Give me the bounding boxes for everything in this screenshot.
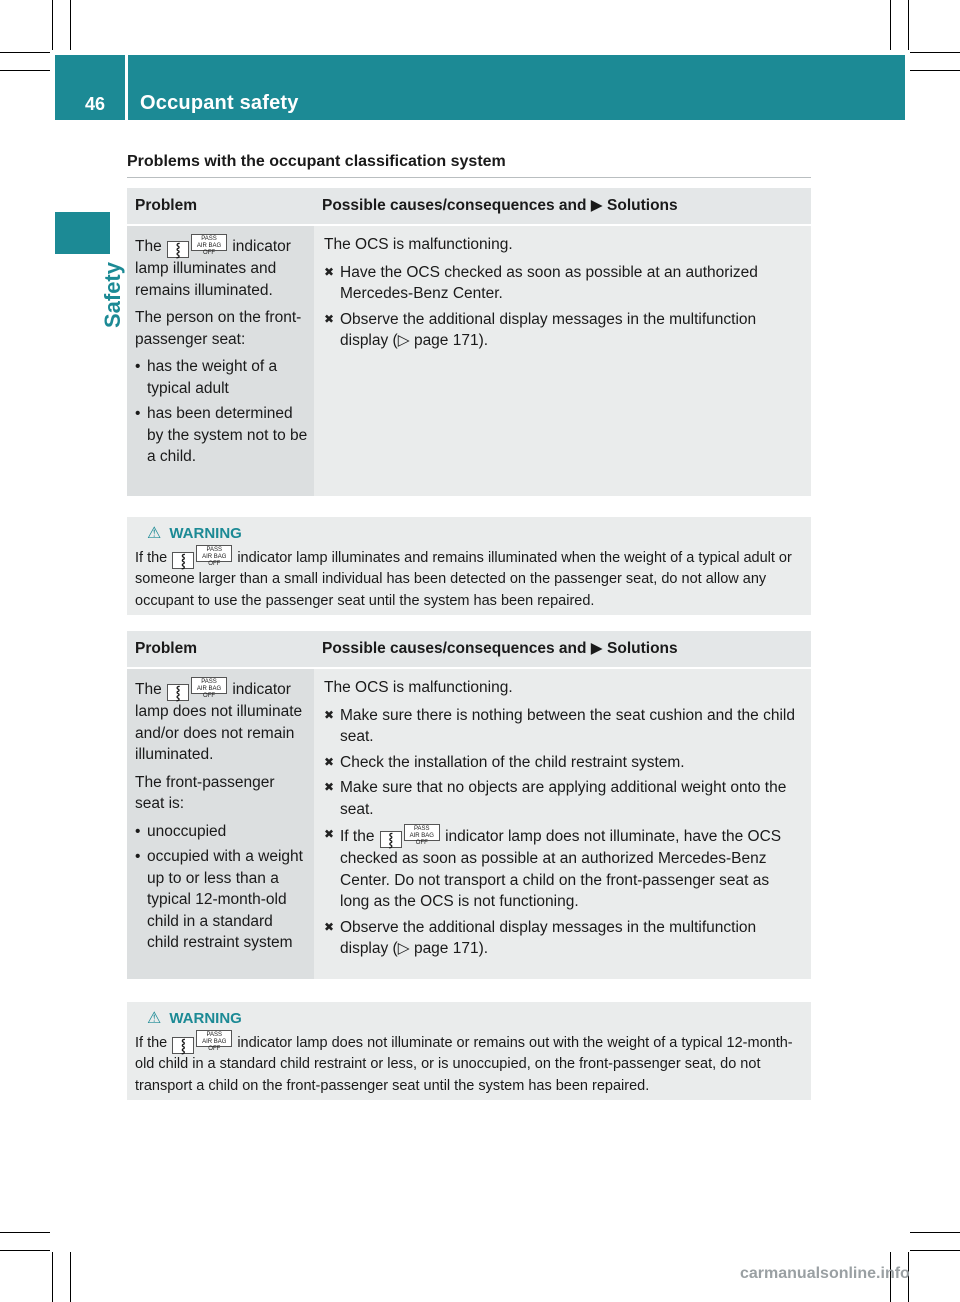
side-tab-label: Safety [100, 262, 125, 329]
pass-airbag-off-icon [196, 1030, 232, 1052]
column-header-causes-text: Possible causes/consequences and [322, 640, 587, 658]
page-number: 46 [85, 94, 106, 114]
problem-cell [127, 226, 314, 496]
crop-mark [908, 0, 909, 50]
step-text-part: indicator lamp does not illuminate, have the OCS checked as soon as possible at an authorized Mercedes-Benz Center. Do not transport a child on the front-passenger seat as long as the OCS is not functioning. [340, 828, 782, 910]
list-item [324, 705, 801, 748]
step-arrow-icon: ✖ [324, 827, 335, 841]
column-header-causes-text: Possible causes/consequences and [322, 197, 587, 215]
occupant-seat-icon: ⸾ [167, 684, 189, 701]
step-text: Check the installation of the child restraint system. [340, 753, 685, 771]
section-title: Occupant safety [140, 92, 299, 114]
icon-label: AIR BAG OFF [196, 686, 222, 699]
icon-label: PASS [206, 546, 223, 553]
icon-label: PASS [414, 826, 430, 832]
bullet-icon: • [135, 848, 141, 865]
crop-mark [910, 1232, 960, 1233]
list-item [135, 356, 308, 399]
step-arrow-icon: ✖ [324, 311, 335, 326]
side-tab-marker [55, 212, 110, 254]
step-arrow-icon: ✖ [324, 919, 335, 934]
step-text: Make sure that no objects are applying additional weight onto the seat. [340, 779, 787, 818]
crop-mark [910, 70, 960, 71]
column-header-problem: Problem [135, 197, 198, 215]
table-row [127, 226, 811, 496]
seat-text: The front-passenger seat is: [135, 773, 275, 812]
list-item [324, 777, 801, 820]
bullet-icon: • [135, 358, 141, 375]
warning-text [135, 545, 803, 613]
column-header-solutions-text: Solutions [607, 640, 678, 658]
crop-mark [0, 52, 50, 53]
step-arrow-icon: ✖ [324, 264, 335, 279]
step-text: Observe the additional display messages in the multifunction display (▷ page 171). [340, 310, 757, 349]
watermark: carmanualsonline.info [740, 1265, 910, 1282]
pass-airbag-off-icon [404, 824, 440, 846]
warning-label: WARNING [169, 525, 242, 542]
problem-table-1 [127, 188, 811, 496]
crop-mark [52, 0, 53, 50]
step-text: Make sure there is nothing between the seat cushion and the child seat. [340, 706, 795, 745]
problem-text: indicator lamp illuminates and remains illuminated. [135, 238, 291, 299]
icon-label: AIR BAG OFF [202, 553, 227, 567]
problem-statement [135, 677, 308, 766]
page-heading: Problems with the occupant classification system [127, 153, 811, 178]
step-arrow-icon: ✖ [324, 707, 335, 722]
list-item [135, 403, 308, 468]
pass-airbag-off-icon [196, 545, 232, 567]
icon-label: AIR BAG OFF [409, 833, 434, 846]
list-item [135, 846, 308, 954]
warning-text-part: If the [135, 549, 168, 566]
column-header-problem: Problem [135, 640, 198, 658]
warning-text-part: indicator lamp illuminates and remains illuminated when the weight of a typical adult or someone larger than a small individual has been detected on the passenger seat, do not allow any occupant to use the passenger seat until the system has been repaired. [135, 549, 792, 609]
column-header-causes [314, 195, 811, 217]
warning-box-2 [127, 1002, 811, 1100]
cause-text: The OCS is malfunctioning. [324, 236, 513, 253]
crop-mark [0, 70, 50, 71]
crop-mark [890, 0, 891, 50]
warning-triangle-icon: ⚠ [147, 1010, 162, 1027]
problem-statement [135, 234, 308, 301]
table-header [127, 631, 811, 667]
pass-airbag-off-icon [191, 234, 227, 256]
icon-label: PASS [206, 1031, 223, 1038]
icon-label: PASS [201, 679, 217, 685]
icon-label: AIR BAG OFF [202, 1038, 227, 1052]
side-tab [100, 262, 125, 342]
warning-label: WARNING [169, 1010, 242, 1027]
list-item [324, 917, 801, 960]
problem-text: indicator lamp does not illuminate and/or does not remain illuminated. [135, 681, 303, 763]
warning-box-1 [127, 517, 811, 615]
warning-text-part: If the [135, 1034, 168, 1051]
occupant-seat-icon: ⸾ [172, 1037, 194, 1054]
person-text: The person on the front-passenger seat: [135, 309, 302, 348]
step-arrow-icon: ✖ [324, 780, 335, 794]
column-header-solutions-text: Solutions [607, 197, 678, 215]
crop-mark [52, 1252, 53, 1302]
problem-cell [127, 669, 314, 979]
problem-table-2 [127, 631, 811, 979]
table-row [127, 669, 811, 979]
solution-cell [314, 226, 811, 496]
occupant-seat-icon: ⸾ [380, 831, 402, 848]
list-item-text: has the weight of a typical adult [147, 358, 278, 397]
step-text: Observe the additional display messages in the multifunction display (▷ page 171). [340, 918, 757, 957]
warning-title [147, 1008, 803, 1030]
crop-mark [910, 52, 960, 53]
list-item [135, 821, 308, 843]
step-arrow-icon: ✖ [324, 754, 335, 769]
step-text: Have the OCS checked as soon as possible at an authorized Mercedes-Benz Center. [340, 263, 758, 302]
play-arrow-icon: ▶ [590, 197, 603, 215]
step-text-part: If the [340, 828, 375, 845]
list-item [324, 262, 801, 305]
warning-text [135, 1030, 803, 1098]
bullet-icon: • [135, 405, 141, 422]
list-item [324, 824, 801, 913]
crop-mark [70, 0, 71, 50]
column-header-causes [314, 638, 811, 660]
problem-text: The [135, 238, 162, 255]
occupant-seat-icon: ⸾ [172, 552, 194, 569]
warning-text-part: indicator lamp does not illuminate or remains out with the weight of a typical 12-month-old child in a standard child restraint or less, or is unoccupied, on the front-passenger seat, do not transport a child on the front-passenger seat until the system has been repaired. [135, 1034, 793, 1094]
list-item-text: occupied with a weight up to or less than a typical 12-month-old child in a standard child restraint system [147, 848, 303, 951]
problem-text: The [135, 681, 162, 698]
list-item-text: unoccupied [147, 822, 227, 840]
cause-text: The OCS is malfunctioning. [324, 679, 513, 696]
warning-title [147, 523, 803, 545]
bullet-icon: • [135, 822, 141, 840]
warning-triangle-icon: ⚠ [147, 525, 162, 542]
icon-label: AIR BAG OFF [196, 243, 222, 256]
list-item [324, 309, 801, 352]
pass-airbag-off-icon [191, 677, 227, 699]
crop-mark [0, 1250, 50, 1251]
crop-mark [0, 1232, 50, 1233]
crop-mark [910, 1250, 960, 1251]
crop-mark [70, 1252, 71, 1302]
table-header [127, 188, 811, 224]
icon-label: PASS [201, 236, 217, 242]
list-item [324, 752, 801, 774]
solution-cell [314, 669, 811, 979]
step-text [340, 824, 801, 913]
occupant-seat-icon: ⸾ [167, 241, 189, 258]
list-item-text: has been determined by the system not to be a child. [147, 405, 308, 465]
play-arrow-icon: ▶ [590, 640, 603, 658]
header-divider [125, 55, 128, 120]
